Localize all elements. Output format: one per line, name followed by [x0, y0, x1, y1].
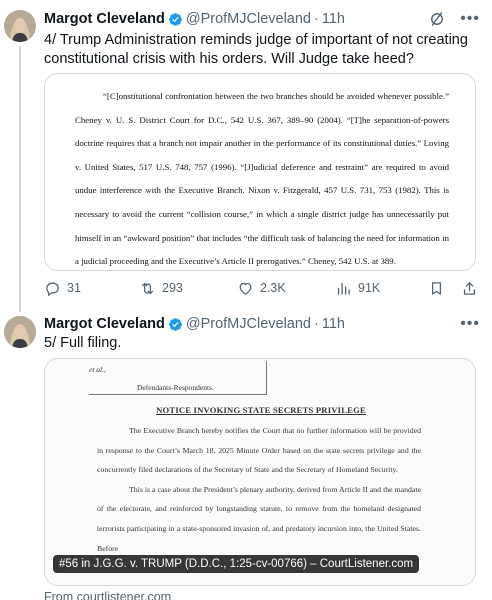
link-card[interactable] [44, 358, 476, 586]
doc-paragraph: This is a case about the President’s plenary authority, derived from Article II and the mandate of the electorate, and reinforced by longstanding statute, to remove from the homeland designated terrorists participating in a state-sponsored invasion of, and predatory incursion into, the United States. Before [97, 484, 421, 553]
avatar[interactable] [4, 316, 36, 348]
bookmark-button[interactable] [428, 280, 445, 297]
quoted-legal-excerpt [75, 85, 449, 271]
avatar[interactable] [4, 10, 36, 42]
reply-count: 31 [67, 281, 81, 295]
doc-paragraph: The Executive Branch hereby notifies the Court that no further information will be provided in response to the Court’s March 18, 2025 Minute Order based on the state secrets privilege and the concurrently filed declarations of the Secretary of State and the Secretary of Homeland Security. [97, 426, 421, 475]
thread-line [19, 46, 21, 312]
doc-title: NOTICE INVOKING STATE SECRETS PRIVILEGE [156, 405, 366, 415]
verified-badge-icon [168, 12, 183, 27]
more-options-icon[interactable]: ••• [460, 10, 480, 27]
tweet-header [44, 9, 480, 29]
attached-image[interactable] [44, 73, 476, 271]
reply-icon [44, 280, 61, 297]
author-handle[interactable]: @ProfMJCleveland [185, 316, 311, 332]
separator: · [314, 11, 319, 27]
tweet-text: 5/ Full filing. [44, 335, 122, 351]
author-name[interactable]: Margot Cleveland [44, 11, 165, 27]
link-card-title: #56 in J.G.G. v. TRUMP (D.D.C., 1:25-cv-00766) – CourtListener.com [53, 555, 419, 573]
doc-party: Defendants-Respondents. [137, 383, 214, 392]
verified-badge-icon [168, 317, 183, 332]
excerpt-paragraph: “[C]onstitutional confrontation between the two branches should be avoided whenever possible.” Cheney v. U. S. District Court for D.C., 542 U.S. 367, 389–90 (2004). “[T]he separation-of-powers doctrine requires that a branch not impair another in the performance of its constitutional duties.” Loving v. United States, 517 U.S. 748, 757 (1996). “[J]udicial deference and restraint” are required to avoid undue interference with the Executive Branch. Nixon v. Fitzgerald, 457 U.S. 731, 753 (1982). This is necessary to avoid the current “collision course,” in which a single district judge has unnecessarily put himself in an “awkward position” that includes “the difficult task of balancing the need for information in a judicial proceeding and the Executive’s Article II prerogatives.” Cheney, 542 U.S. at 389. [75, 91, 449, 267]
analytics-icon [335, 280, 352, 297]
heart-icon [237, 280, 254, 297]
reply-button[interactable] [44, 280, 139, 297]
more-options-icon[interactable]: ••• [460, 315, 480, 332]
repost-button[interactable] [139, 280, 237, 297]
like-count: 2.3K [260, 281, 286, 295]
tweet-header [44, 314, 480, 334]
author-name[interactable]: Margot Cleveland [44, 316, 165, 332]
share-icon [461, 280, 478, 297]
tweet-text: 4/ Trump Administration reminds judge of important of not creating constitutional crisis with his orders. Will Judge take heed? [44, 32, 468, 67]
repost-icon [139, 280, 156, 297]
repost-count: 293 [162, 281, 183, 295]
link-source[interactable]: From courtlistener.com [44, 590, 172, 600]
view-count: 91K [358, 281, 381, 295]
doc-caption-etal: et al., [89, 365, 106, 374]
action-bar [44, 278, 478, 298]
grok-icon[interactable] [428, 10, 446, 28]
timestamp[interactable]: 11h [321, 316, 345, 332]
share-button[interactable] [461, 280, 478, 297]
doc-body [97, 421, 421, 558]
author-handle[interactable]: @ProfMJCleveland [185, 11, 311, 27]
timestamp[interactable]: 11h [321, 11, 345, 27]
document-preview-image [45, 359, 476, 586]
views-button[interactable] [335, 280, 427, 297]
bookmark-icon [428, 280, 445, 297]
like-button[interactable] [237, 280, 335, 297]
separator: · [314, 316, 319, 332]
